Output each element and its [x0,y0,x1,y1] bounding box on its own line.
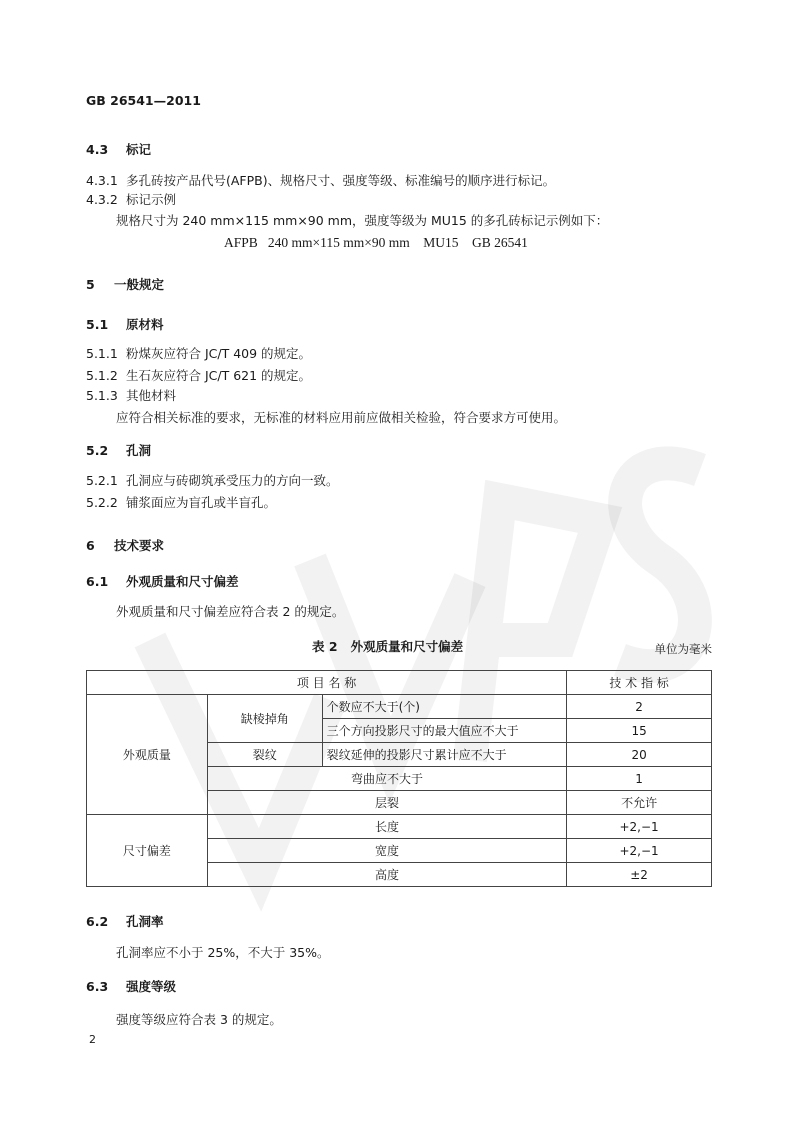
value-cell: 不允许 [567,791,712,815]
value-cell: 15 [567,719,712,743]
header-item: 项 目 名 称 [87,671,567,695]
value-cell: +2,−1 [567,839,712,863]
heading-6-1: 6.1 外观质量和尺寸偏差 [86,574,239,589]
paragraph: 强度等级应符合表 3 的规定。 [116,1012,282,1027]
header-value: 技 术 指 标 [567,671,712,695]
value-cell: 2 [567,695,712,719]
heading-6-2: 6.2 孔洞率 [86,914,164,929]
table-header-row [87,671,712,695]
page-number: 2 [89,1033,96,1046]
heading-6: 6 技术要求 [86,538,165,553]
clause-5-1-3: 5.1.3 其他材料 [86,388,177,403]
value-cell: +2,−1 [567,815,712,839]
table-appearance-dimension [86,670,712,887]
paragraph: 规格尺寸为 240 mm×115 mm×90 mm，强度等级为 MU15 的多孔砖标记示例如下： [116,213,609,228]
value-cell: 1 [567,767,712,791]
clause-5-1-2: 5.1.2 生石灰应符合 JC/T 621 的规定。 [86,368,312,383]
heading-4-3: 4.3 标记 [86,142,152,157]
doc-number: GB 26541—2011 [86,93,201,108]
table-row [87,815,712,839]
clause-5-2-2: 5.2.2 铺浆面应为盲孔或半盲孔。 [86,495,277,510]
paragraph: 应符合相关标准的要求，无标准的材料应用前应做相关检验，符合要求方可使用。 [116,410,567,425]
value-cell: 20 [567,743,712,767]
item-cell: 宽度 [207,839,566,863]
group-label: 尺寸偏差 [87,815,208,887]
table-caption: 表 2 外观质量和尺寸偏差 [312,639,464,654]
heading-5-1: 5.1 原材料 [86,317,164,332]
marking-example: AFPB 240 mm×115 mm×90 mm MU15 GB 26541 [224,235,528,250]
clause-5-2-1: 5.2.1 孔洞应与砖砌筑承受压力的方向一致。 [86,473,339,488]
paragraph: 孔洞率应不小于 25%，不大于 35%。 [116,945,330,960]
item-cell: 裂纹延伸的投影尺寸累计应不大于 [322,743,567,767]
table-unit: 单位为毫米 [654,642,712,656]
item-cell: 长度 [207,815,566,839]
paragraph: 外观质量和尺寸偏差应符合表 2 的规定。 [116,604,345,619]
clause-4-3-1: 4.3.1 多孔砖按产品代号(AFPB)、规格尺寸、强度等级、标准编号的顺序进行标记。 [86,173,556,188]
clause-4-3-2: 4.3.2 标记示例 [86,192,177,207]
table-row [87,695,712,719]
subgroup-label: 缺棱掉角 [207,695,322,743]
group-label: 外观质量 [87,695,208,815]
clause-5-1-1: 5.1.1 粉煤灰应符合 JC/T 409 的规定。 [86,346,312,361]
heading-6-3: 6.3 强度等级 [86,979,177,994]
item-cell: 三个方向投影尺寸的最大值应不大于 [322,719,567,743]
item-cell: 层裂 [207,791,566,815]
subgroup-label: 裂纹 [207,743,322,767]
item-cell: 弯曲应不大于 [207,767,566,791]
value-cell: ±2 [567,863,712,887]
item-cell: 个数应不大于(个) [322,695,567,719]
item-cell: 高度 [207,863,566,887]
heading-5-2: 5.2 孔洞 [86,443,152,458]
heading-5: 5 一般规定 [86,277,165,292]
